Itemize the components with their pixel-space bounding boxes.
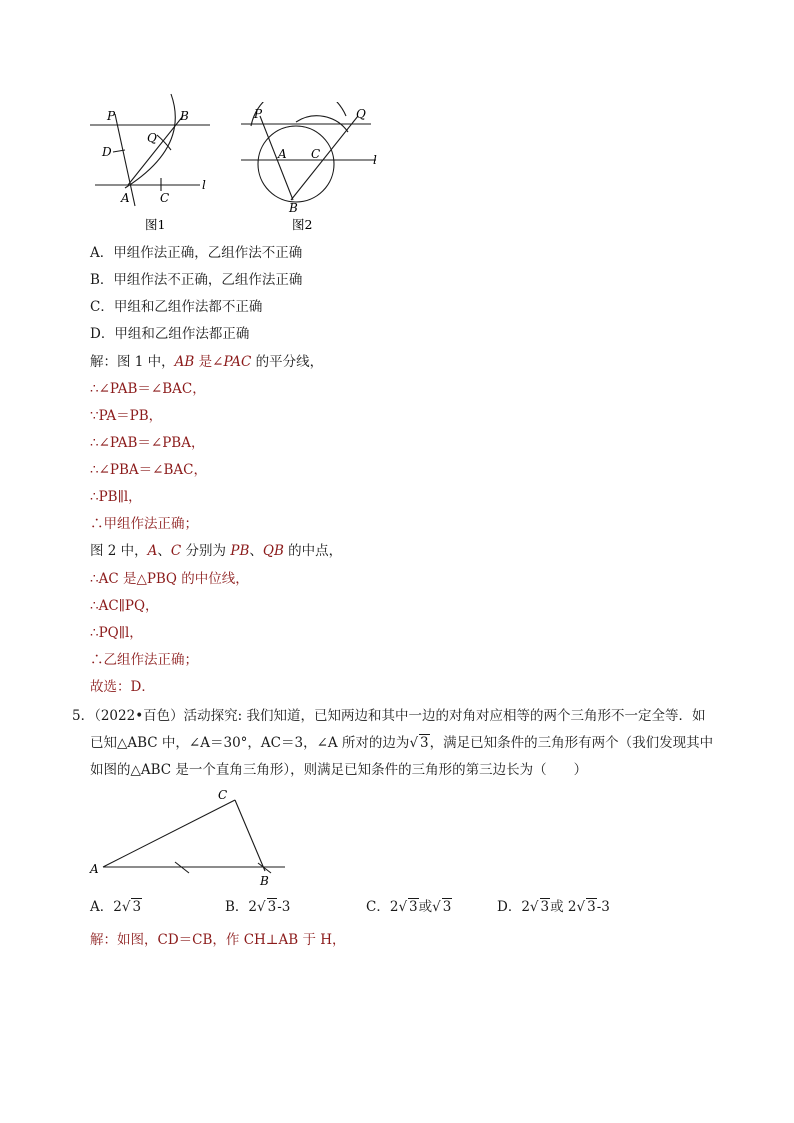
solution-step: ∴∠PBA＝∠BAC，	[90, 462, 207, 478]
question-5-number: 5．	[72, 708, 95, 724]
option-d: D．甲组和乙组作法都正确	[90, 326, 250, 342]
solution-step: ∵PA＝PB，	[90, 408, 163, 424]
fig1-arc-q	[157, 135, 171, 150]
fig2-line-pb	[260, 116, 293, 200]
solution-intro-ab: AB	[174, 354, 195, 370]
fig2-intro-qb: QB	[262, 543, 284, 559]
fig1-label-l: l	[202, 178, 206, 192]
solution-step-2: ∴PQ∥l，	[90, 625, 143, 641]
question-5-text-2a: 已知△ABC 中，∠A＝30°，AC＝3，∠A 所对的边为	[90, 735, 410, 751]
fig1-label-c: C	[160, 191, 170, 205]
fig2-caption: 图2	[292, 217, 313, 232]
fig2-intro-c: C	[170, 543, 182, 559]
q5-option-a: A．2√ 3	[90, 899, 142, 915]
solution-5-line: 解：如图，CD＝CB，作 CH⊥AB 于 H，	[90, 932, 346, 948]
solution-step: ∴甲组作法正确；	[90, 516, 198, 532]
figure-2	[236, 102, 386, 237]
question-5-text-1: 活动探究: 我们知道，已知两边和其中一边的对角对应相等的两个三角形不一定全等．如	[183, 708, 706, 724]
question-5-line-3: 如图的△ABC 是一个直角三角形），则满足已知条件的三角形的第三边长为（ ）	[90, 762, 588, 778]
solution-step: ∴PB∥l，	[90, 489, 142, 505]
triangle-label-c: C	[218, 788, 228, 802]
fig1-label-b: B	[180, 109, 189, 123]
solution-step-2: ∴AC∥PQ，	[90, 598, 159, 614]
q5-option-d: D．2√ 3或 2√ 3-3	[497, 899, 610, 915]
solution-intro-suffix: 的平分线，	[251, 354, 324, 370]
q5-option-b: B．2√ 3-3	[225, 899, 291, 915]
sqrt-3: √ 3	[409, 735, 429, 751]
q5-option-c: C．2√ 3或√ 3	[366, 899, 452, 915]
fig2-arc-top	[251, 102, 346, 126]
fig2-label-b: B	[289, 201, 298, 215]
triangle-side-ac	[103, 800, 235, 867]
triangle-label-a: A	[90, 862, 99, 876]
triangle-label-b: B	[260, 874, 269, 888]
solution-step-2: ∴AC 是△PBQ 的中位线，	[90, 571, 249, 587]
fig2-intro-a: A	[147, 543, 158, 559]
figure-1	[85, 92, 215, 237]
fig1-caption: 图1	[145, 217, 166, 232]
solution-fig2-intro	[90, 541, 342, 561]
fig2-intro-suffix: 的中点，	[283, 543, 343, 559]
triangle-tick-b	[258, 863, 271, 873]
fig2-intro-pb: PB	[230, 543, 250, 559]
fig1-label-p: P	[107, 109, 116, 123]
fig2-intro-mid: 分别为	[181, 543, 231, 559]
fig2-intro-mid2: 、	[249, 543, 263, 559]
question-5-line-1	[72, 706, 706, 726]
solution-step-2: ∴乙组作法正确；	[90, 652, 198, 668]
figure-triangle	[85, 785, 300, 890]
solution-step: ∴∠PAB＝∠PBA，	[90, 435, 205, 451]
fig2-label-p: P	[254, 107, 263, 121]
solution-intro-pac: PAC	[223, 354, 252, 370]
fig2-intro-prefix: 图 2 中，	[90, 543, 148, 559]
fig2-label-a: A	[278, 147, 287, 161]
option-a: A．甲组作法正确，乙组作法不正确	[90, 245, 303, 261]
fig2-label-c: C	[311, 147, 321, 161]
fig2-intro-sep: 、	[157, 543, 171, 559]
triangle-side-cb	[235, 800, 265, 871]
question-5-source: （2022•百色）	[94, 708, 184, 724]
solution-intro	[90, 352, 323, 372]
fig1-label-q: Q	[147, 131, 157, 145]
fig2-circle-left	[258, 126, 334, 202]
fig2-label-q: Q	[356, 107, 366, 121]
question-5-text-2b: ，满足已知条件的三角形有两个（我们发现其中	[429, 735, 714, 751]
option-b: B．甲组作法不正确，乙组作法正确	[90, 272, 303, 288]
option-c: C．甲组和乙组作法都不正确	[90, 299, 263, 315]
solution-answer: 故选：D．	[90, 679, 155, 695]
solution-intro-prefix: 解：图 1 中，	[90, 354, 175, 370]
question-5-line-2	[90, 733, 713, 753]
fig2-label-l: l	[373, 153, 377, 167]
fig1-label-d: D	[102, 145, 112, 159]
solution-intro-mid: 是∠	[194, 354, 224, 370]
fig1-label-a: A	[121, 191, 130, 205]
fig2-line-qb	[291, 116, 358, 200]
solution-step: ∴∠PAB＝∠BAC，	[90, 381, 206, 397]
